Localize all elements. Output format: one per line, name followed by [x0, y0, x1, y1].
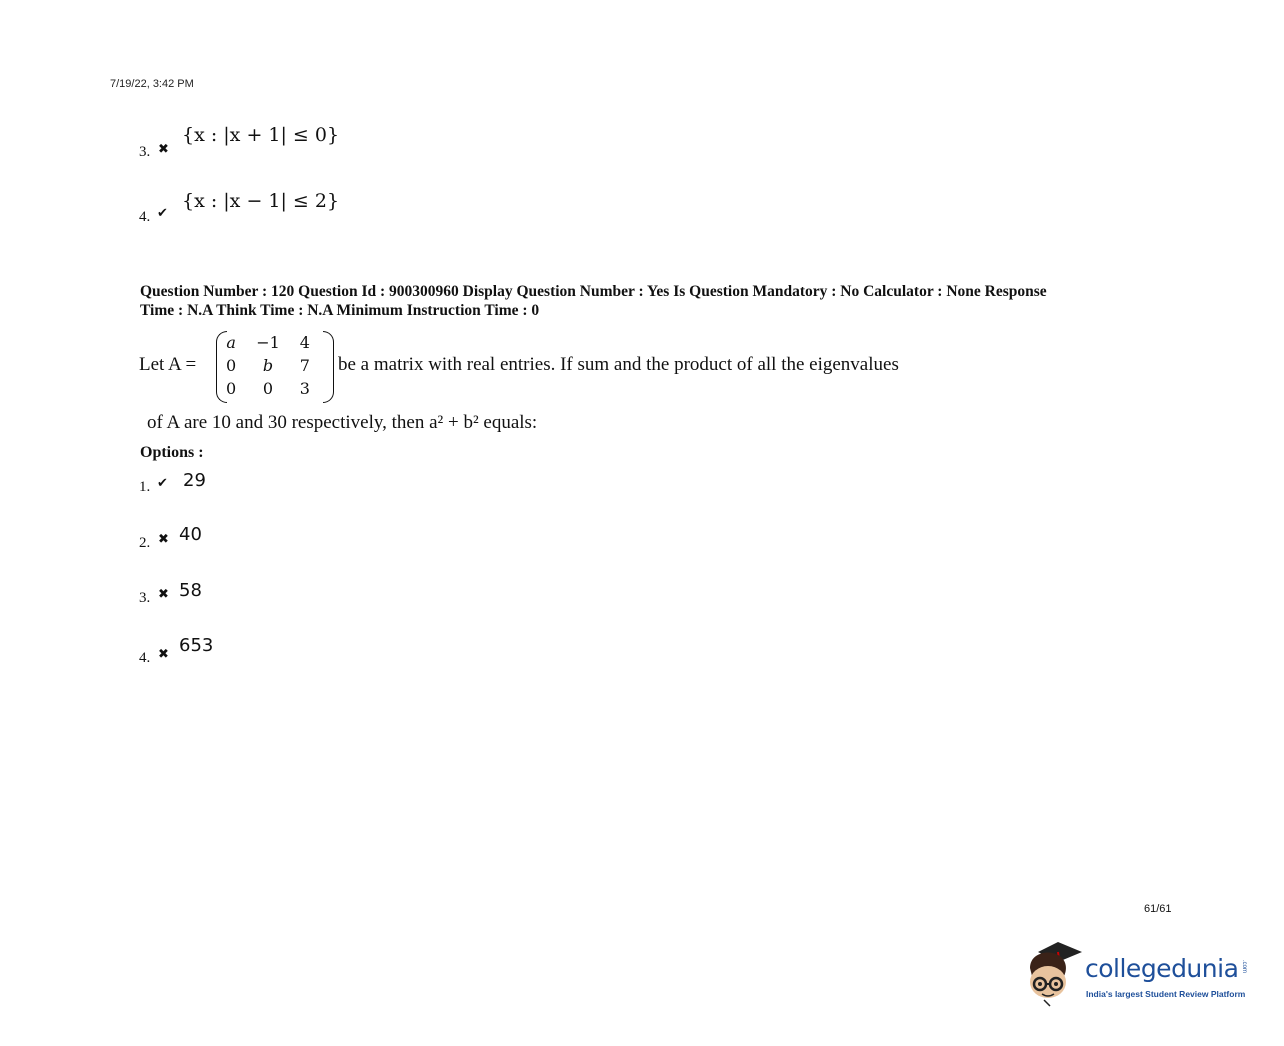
question-meta-line-1: Question Number : 120 Question Id : 900300960 Display Question Number : Yes Is Question Mandatory : No Calculator : None Response	[140, 283, 1047, 300]
matrix-A	[216, 331, 334, 403]
page-number: 61/61	[1144, 903, 1172, 915]
option-2-value: 40	[179, 524, 202, 545]
brand-tagline: India's largest Student Review Platform	[1086, 989, 1246, 999]
cross-icon: ✖	[158, 647, 169, 662]
matrix-cell: 7	[299, 356, 310, 375]
prev-option-3-number: 3.	[139, 144, 151, 160]
print-timestamp: 7/19/22, 3:42 PM	[110, 78, 194, 90]
matrix-cell: 3	[299, 379, 310, 398]
question-meta	[140, 282, 1170, 320]
left-paren	[216, 331, 227, 403]
brand-name: collegedunia	[1085, 954, 1239, 983]
option-4-number: 4.	[139, 650, 151, 666]
matrix-table	[216, 331, 320, 400]
collegedunia-mascot-icon	[1024, 938, 1086, 1008]
cross-icon: ✖	[158, 532, 169, 547]
option-4-value: 653	[179, 635, 214, 656]
option-2-number: 2.	[139, 535, 151, 551]
right-paren	[323, 331, 334, 403]
option-1-value: 29	[183, 470, 206, 491]
matrix-cell: 0	[262, 379, 274, 398]
matrix-cell: a	[226, 333, 236, 352]
prev-option-4-number: 4.	[139, 209, 151, 225]
check-icon: ✔	[157, 476, 168, 491]
matrix-cell: −1	[256, 333, 280, 352]
option-3-number: 3.	[139, 590, 151, 606]
brand-suffix: .com	[1241, 960, 1247, 974]
matrix-cell: 0	[226, 356, 237, 375]
prev-option-4-text: {x : |x − 1| ≤ 2}	[182, 190, 340, 212]
prev-option-3-text: {x : |x + 1| ≤ 0}	[182, 124, 340, 146]
matrix-cell: b	[262, 356, 274, 375]
question-meta-line-2: Time : N.A Think Time : N.A Minimum Instruction Time : 0	[140, 302, 540, 319]
matrix-cell: 4	[299, 333, 310, 352]
cross-icon: ✖	[158, 587, 169, 602]
matrix-cell: 0	[226, 379, 237, 398]
option-1-number: 1.	[139, 479, 151, 495]
options-label: Options :	[140, 444, 204, 461]
question-text-line-2: of A are 10 and 30 respectively, then a² + b² equals:	[147, 412, 538, 433]
cross-icon: ✖	[158, 142, 169, 157]
option-3-value: 58	[179, 580, 202, 601]
question-let-text: Let A =	[139, 354, 197, 375]
check-icon: ✔	[157, 206, 168, 221]
question-text-line-1: be a matrix with real entries. If sum and the product of all the eigenvalues	[338, 354, 899, 375]
